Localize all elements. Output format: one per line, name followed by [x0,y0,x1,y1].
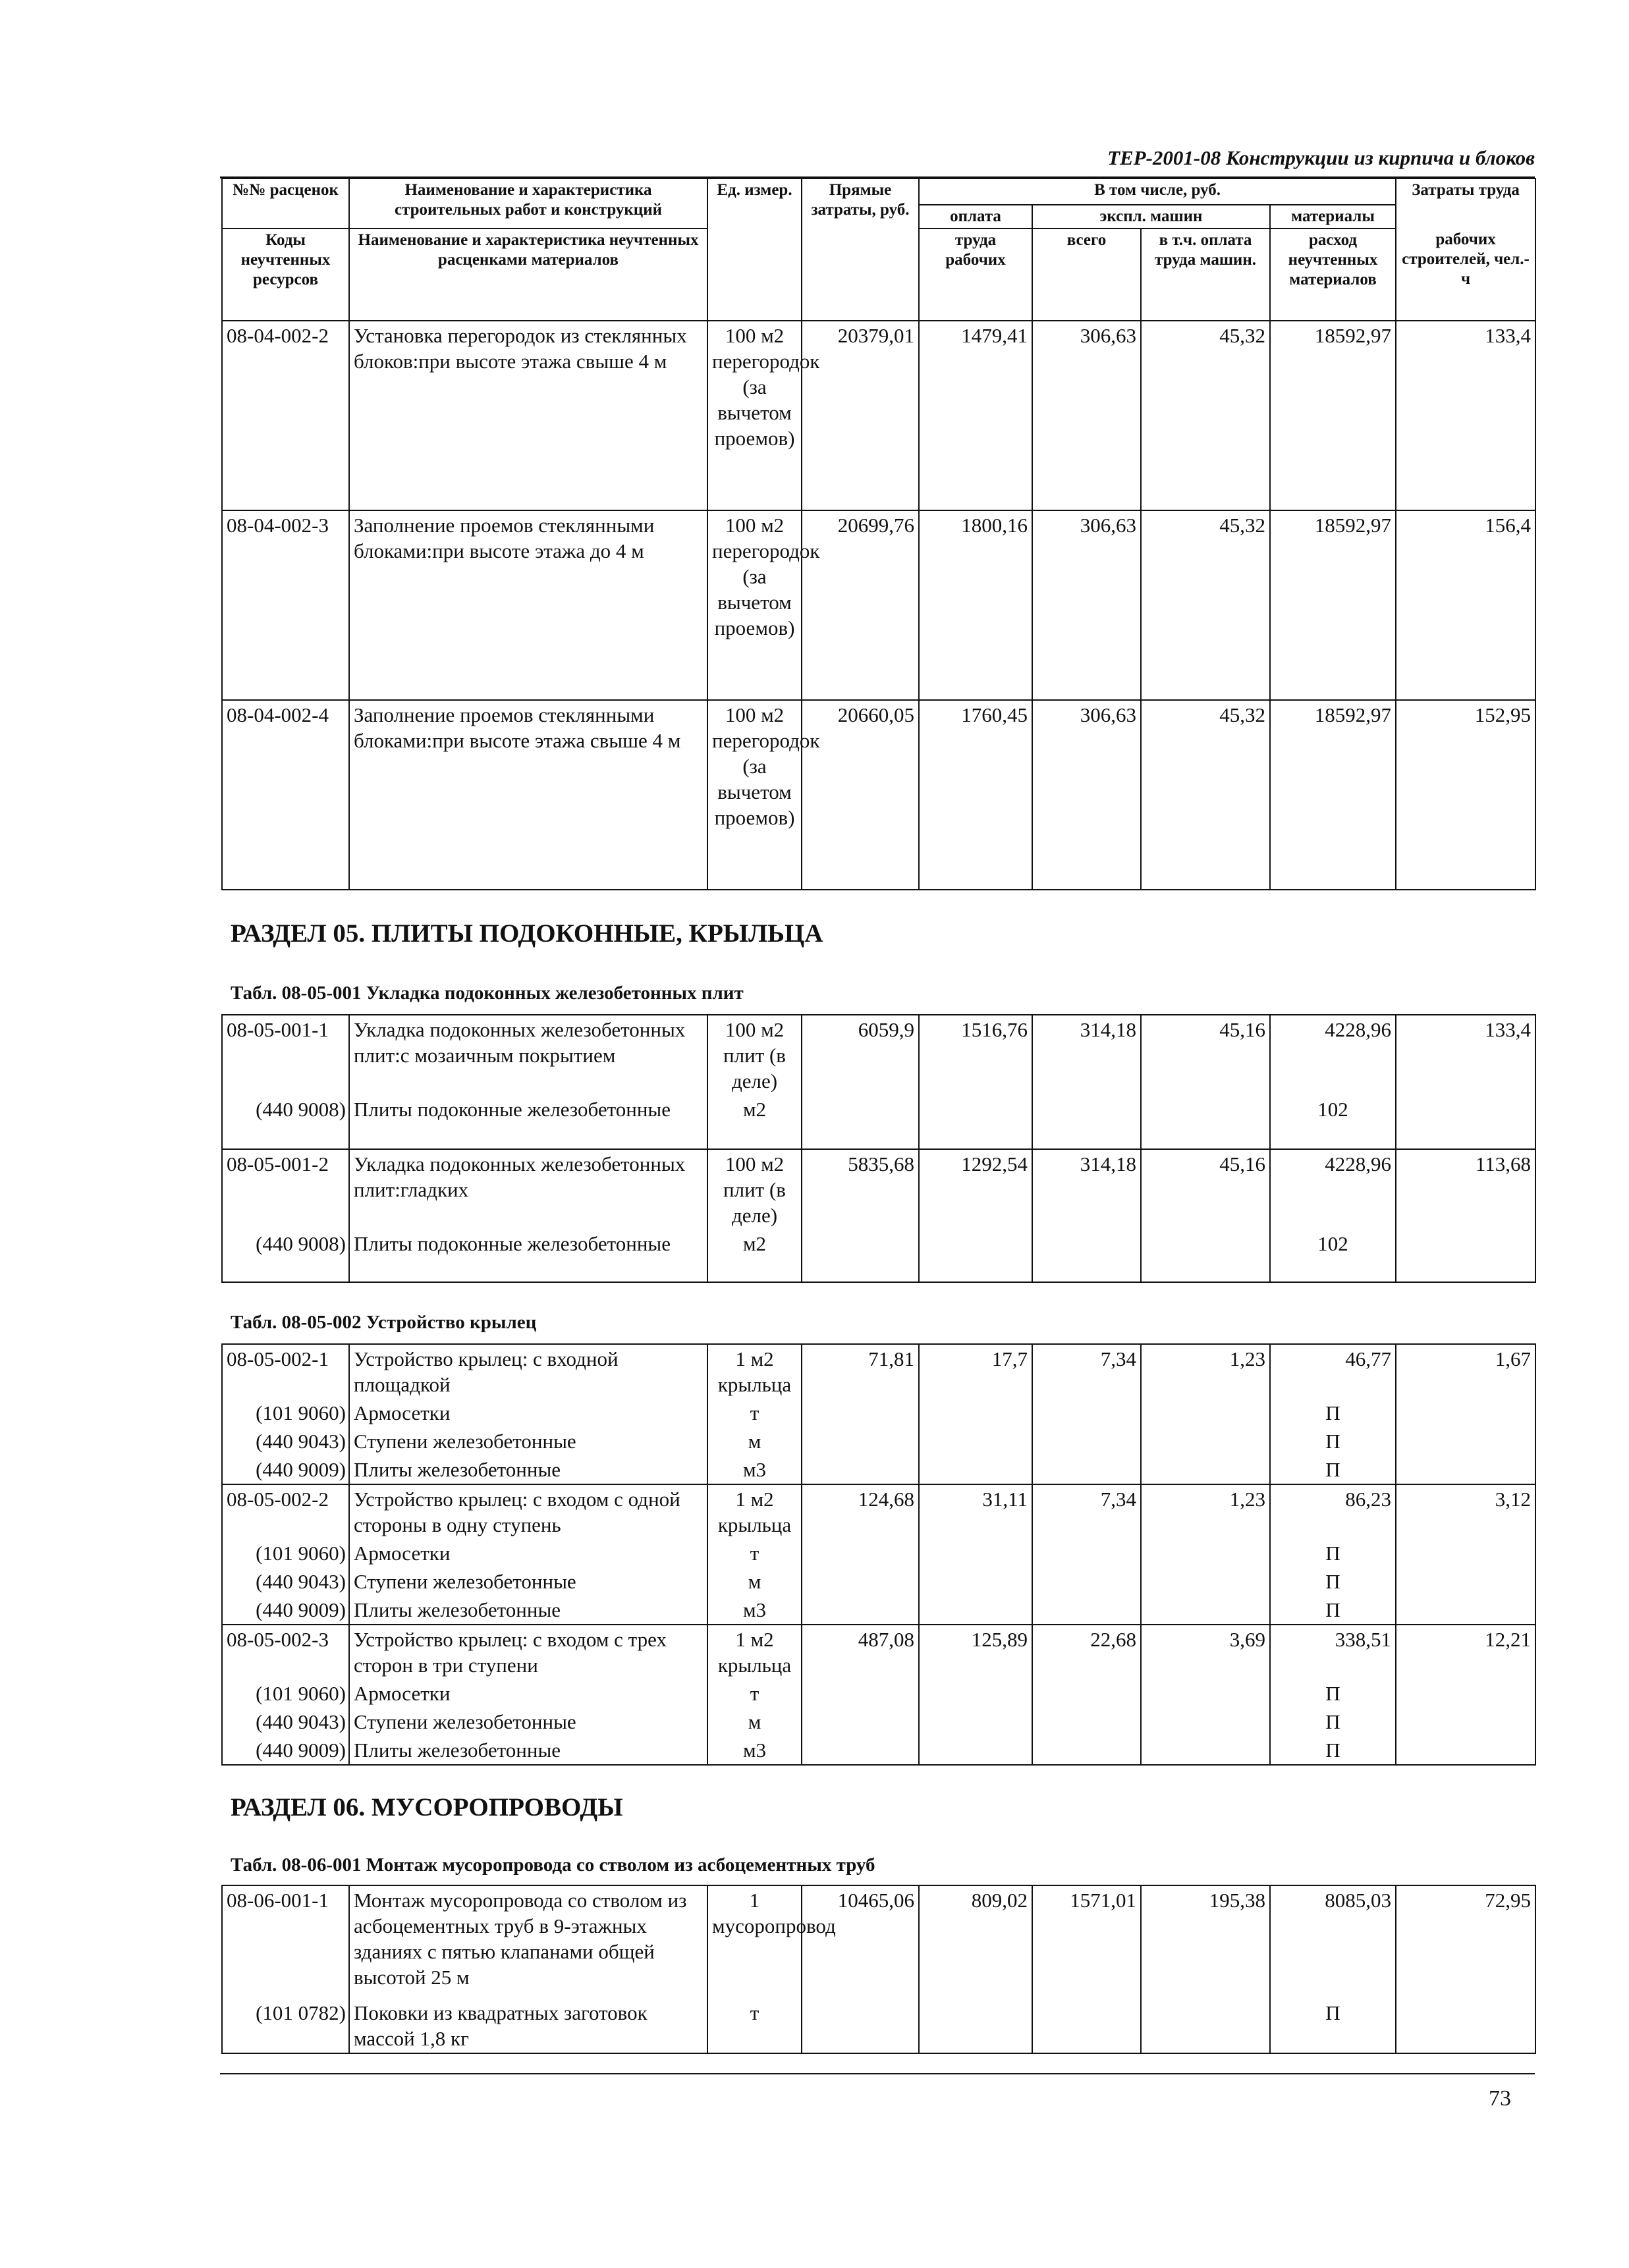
rate-code: 08-05-002-1 [222,1344,349,1399]
rate-code: 08-05-001-1 [222,1015,349,1095]
resource-row [222,1708,1535,1736]
rate-direct: 487,08 [802,1625,919,1679]
empty-cell [1141,1567,1270,1596]
table-title-08-06-001: Табл. 08-06-001 Монтаж мусоропровода со стволом из асбоцементных труб [231,1854,875,1876]
rate-materials: 46,77 [1270,1344,1396,1399]
rate-materials: 8085,03 [1270,1885,1396,1999]
resource-name: Поковки из квадратных заготовок массой 1,8 кг [349,1999,707,2053]
hdr-direct: Прямые затраты, руб. [802,178,919,321]
rate-machine-labor: 45,32 [1141,321,1270,510]
rate-hours: 152,95 [1396,700,1535,890]
rate-unit: 100 м2 плит (в деле) [707,1015,802,1095]
empty-cell [1032,1399,1141,1427]
hdr-materials: материалы [1270,205,1396,229]
resource-code: (440 9008) [222,1229,349,1282]
resource-amount: 102 [1270,1229,1396,1282]
hdr-unit: Ед. измер. [707,178,802,321]
resource-name: Армосетки [349,1539,707,1567]
table-row [222,1149,1535,1229]
resource-name: Ступени железобетонные [349,1427,707,1455]
resource-row [222,1229,1535,1282]
rate-machines: 306,63 [1032,321,1141,510]
table-row [222,1625,1535,1679]
empty-cell [1032,1455,1141,1484]
rate-materials: 4228,96 [1270,1149,1396,1229]
resource-row [222,1539,1535,1567]
hdr-hours-bottom: рабочих строителей, чел.-ч [1396,229,1535,321]
footer-rule [220,2073,1535,2074]
resource-amount: 102 [1270,1095,1396,1149]
rate-direct: 71,81 [802,1344,919,1399]
resource-row [222,1567,1535,1596]
rate-unit: 100 м2 плит (в деле) [707,1149,802,1229]
resource-unit: т [707,1539,802,1567]
rate-name: Устройство крылец: с входом с трех сторон в три ступени [349,1625,707,1679]
rate-unit: 100 м2 перегородок (за вычетом проемов) [707,321,802,510]
empty-cell [802,1539,919,1567]
empty-cell [919,1567,1032,1596]
rate-machine-labor: 1,23 [1141,1484,1270,1539]
resource-amount: П [1270,1427,1396,1455]
rate-name: Устройство крылец: с входной площадкой [349,1344,707,1399]
section-title-06: РАЗДЕЛ 06. МУСОРОПРОВОДЫ [231,1793,623,1822]
rate-materials: 4228,96 [1270,1015,1396,1095]
table-row [222,1484,1535,1539]
hdr-hours-top: Затраты труда [1396,178,1535,229]
rate-code: 08-04-002-4 [222,700,349,890]
resource-name: Армосетки [349,1399,707,1427]
table-title-08-05-002: Табл. 08-05-002 Устройство крылец [231,1312,537,1333]
empty-cell [1396,1596,1535,1625]
empty-cell [1141,1736,1270,1765]
empty-cell [1032,1708,1141,1736]
hdr-unaccounted-materials: расход неучтенных материалов [1270,229,1396,321]
rate-name: Установка перегородок из стеклянных блоков:при высоте этажа свыше 4 м [349,321,707,510]
resource-code: (440 9008) [222,1095,349,1149]
empty-cell [1032,1736,1141,1765]
rate-code: 08-05-002-2 [222,1484,349,1539]
rate-name: Укладка подоконных железобетонных плит:гладких [349,1149,707,1229]
resource-amount: П [1270,1539,1396,1567]
rate-machines: 7,34 [1032,1484,1141,1539]
rate-unit: 100 м2 перегородок (за вычетом проемов) [707,700,802,890]
resource-row [222,1427,1535,1455]
table-row [222,1344,1535,1399]
rate-machines: 1571,01 [1032,1885,1141,1999]
resource-name: Плиты подоконные железобетонные [349,1095,707,1149]
empty-cell [919,1708,1032,1736]
rate-code: 08-05-002-3 [222,1625,349,1679]
empty-cell [1141,1596,1270,1625]
empty-cell [1396,1427,1535,1455]
resource-name: Плиты подоконные железобетонные [349,1229,707,1282]
rate-unit: 1 мусоропровод [707,1885,802,1999]
rate-machines: 306,63 [1032,700,1141,890]
empty-cell [1396,1708,1535,1736]
empty-cell [1141,1455,1270,1484]
empty-cell [1032,1427,1141,1455]
rate-machine-labor: 45,32 [1141,510,1270,700]
resource-code: (101 9060) [222,1679,349,1708]
rate-machine-labor: 45,16 [1141,1149,1270,1229]
resource-code: (440 9043) [222,1708,349,1736]
resource-amount: П [1270,1567,1396,1596]
resource-amount: П [1270,1596,1396,1625]
resource-code: (440 9009) [222,1736,349,1765]
rate-machine-labor: 1,23 [1141,1344,1270,1399]
resource-amount: П [1270,1708,1396,1736]
empty-cell [1032,1679,1141,1708]
rate-hours: 133,4 [1396,321,1535,510]
resource-unit: м [707,1567,802,1596]
rate-direct: 20660,05 [802,700,919,890]
rate-labor: 809,02 [919,1885,1032,1999]
rate-machine-labor: 3,69 [1141,1625,1270,1679]
rate-unit: 100 м2 перегородок (за вычетом проемов) [707,510,802,700]
rate-hours: 72,95 [1396,1885,1535,1999]
rate-block [222,1015,1535,1149]
rate-machines: 7,34 [1032,1344,1141,1399]
table-row [222,1015,1535,1095]
rate-name: Устройство крылец: с входом с одной стороны в одну ступень [349,1484,707,1539]
empty-cell [802,1596,919,1625]
empty-cell [1396,1455,1535,1484]
rate-unit: 1 м2 крыльца [707,1625,802,1679]
resource-unit: м [707,1708,802,1736]
rates-table-08-05-002 [221,1343,1536,1766]
resource-unit: т [707,1999,802,2053]
rate-labor: 17,7 [919,1344,1032,1399]
empty-cell [1032,1539,1141,1567]
resource-unit: т [707,1399,802,1427]
rate-machines: 314,18 [1032,1015,1141,1095]
resource-unit: м3 [707,1736,802,1765]
rate-labor: 1800,16 [919,510,1032,700]
empty-cell [1396,1736,1535,1765]
hdr-group: В том числе, руб. [919,178,1396,205]
table-row [222,700,1535,890]
running-title: ТЕР-2001-08 Конструкции из кирпича и блоков [1107,146,1535,169]
resource-code: (101 9060) [222,1399,349,1427]
resource-amount: П [1270,1736,1396,1765]
rate-machine-labor: 45,32 [1141,700,1270,890]
rate-code: 08-05-001-2 [222,1149,349,1229]
rate-name: Заполнение проемов стеклянными блоками:при высоте этажа свыше 4 м [349,700,707,890]
rate-direct: 124,68 [802,1484,919,1539]
rate-labor: 1292,54 [919,1149,1032,1229]
empty-cell [1396,1679,1535,1708]
rate-direct: 20379,01 [802,321,919,510]
rate-unit: 1 м2 крыльца [707,1344,802,1399]
rate-materials: 338,51 [1270,1625,1396,1679]
empty-cell [1141,1427,1270,1455]
resource-unit: м2 [707,1229,802,1282]
rate-machines: 306,63 [1032,510,1141,700]
empty-cell [1396,1399,1535,1427]
rate-hours: 133,4 [1396,1015,1535,1095]
empty-cell [802,1455,919,1484]
rate-hours: 1,67 [1396,1344,1535,1399]
resource-unit: м3 [707,1596,802,1625]
rate-code: 08-04-002-3 [222,510,349,700]
empty-cell [1141,1679,1270,1708]
rate-hours: 12,21 [1396,1625,1535,1679]
rate-direct: 6059,9 [802,1015,919,1095]
resource-row [222,1679,1535,1708]
rate-labor: 31,11 [919,1484,1032,1539]
resource-amount: П [1270,1679,1396,1708]
empty-cell [802,1567,919,1596]
empty-cell [802,1736,919,1765]
resource-code: (101 9060) [222,1539,349,1567]
empty-cell [1032,1596,1141,1625]
section-title-05: РАЗДЕЛ 05. ПЛИТЫ ПОДОКОННЫЕ, КРЫЛЬЦА [231,919,823,948]
resource-name: Ступени железобетонные [349,1567,707,1596]
hdr-ekspl: экспл. машин [1032,205,1270,229]
empty-cell [919,1736,1032,1765]
resource-code: (440 9043) [222,1567,349,1596]
rate-machines: 314,18 [1032,1149,1141,1229]
rate-unit: 1 м2 крыльца [707,1484,802,1539]
rate-materials: 18592,97 [1270,700,1396,890]
rate-direct: 5835,68 [802,1149,919,1229]
empty-cell [1396,1567,1535,1596]
resource-unit: т [707,1679,802,1708]
rate-name: Монтаж мусоропровода со стволом из асбоцементных труб в 9-этажных зданиях с пятью клапанами общей высотой 25 м [349,1885,707,1999]
resource-code: (440 9009) [222,1596,349,1625]
rate-hours: 3,12 [1396,1484,1535,1539]
resource-row [222,1399,1535,1427]
empty-cell [802,1708,919,1736]
rate-materials: 18592,97 [1270,321,1396,510]
rate-block [222,1149,1535,1282]
table-title-08-05-001: Табл. 08-05-001 Укладка подоконных железобетонных плит [231,983,744,1004]
resource-amount: П [1270,1399,1396,1427]
page-number: 73 [1489,2086,1511,2111]
rate-code: 08-04-002-2 [222,321,349,510]
rate-name: Заполнение проемов стеклянными блоками:при высоте этажа до 4 м [349,510,707,700]
resource-name: Плиты железобетонные [349,1455,707,1484]
rate-labor: 1479,41 [919,321,1032,510]
empty-cell [1141,1539,1270,1567]
rate-direct: 20699,76 [802,510,919,700]
resource-code: (440 9009) [222,1455,349,1484]
rate-labor: 125,89 [919,1625,1032,1679]
hdr-name: Наименование и характеристика строительных работ и конструкций [349,178,707,229]
table-row [222,1885,1535,1999]
rate-hours: 156,4 [1396,510,1535,700]
empty-cell [1141,1399,1270,1427]
rate-direct: 10465,06 [802,1885,919,1999]
empty-cell [919,1596,1032,1625]
rates-table-04 [221,178,1536,890]
hdr-code-bottom: Коды неучтенных ресурсов [222,229,349,321]
rate-hours: 113,68 [1396,1149,1535,1229]
resource-row [222,1455,1535,1484]
resource-amount: П [1270,1455,1396,1484]
rate-labor: 1516,76 [919,1015,1032,1095]
empty-cell [919,1427,1032,1455]
resource-name: Армосетки [349,1679,707,1708]
rates-table-08-05-001 [221,1014,1536,1283]
hdr-code: №№ расценок [222,178,349,229]
resource-name: Плиты железобетонные [349,1596,707,1625]
rate-machine-labor: 195,38 [1141,1885,1270,1999]
rate-name: Укладка подоконных железобетонных плит:с мозаичным покрытием [349,1015,707,1095]
empty-cell [1032,1567,1141,1596]
table-header [222,178,1535,321]
hdr-name-bottom: Наименование и характеристика неучтенных расценками материалов [349,229,707,321]
resource-unit: м2 [707,1095,802,1149]
rates-table-08-06-001 [221,1885,1536,2054]
resource-row [222,1999,1535,2053]
empty-cell [802,1399,919,1427]
rate-materials: 18592,97 [1270,510,1396,700]
empty-cell [1396,1539,1535,1567]
resource-name: Ступени железобетонные [349,1708,707,1736]
empty-cell [919,1399,1032,1427]
resource-unit: м3 [707,1455,802,1484]
empty-cell [1141,1708,1270,1736]
resource-amount: П [1270,1999,1396,2053]
empty-cell [919,1679,1032,1708]
rate-code: 08-06-001-1 [222,1885,349,1999]
empty-cell [802,1679,919,1708]
rate-machine-labor: 45,16 [1141,1015,1270,1095]
rate-labor: 1760,45 [919,700,1032,890]
rate-machines: 22,68 [1032,1625,1141,1679]
empty-cell [919,1539,1032,1567]
table-row [222,321,1535,510]
empty-cell [919,1455,1032,1484]
resource-name: Плиты железобетонные [349,1736,707,1765]
resource-code: (101 0782) [222,1999,349,2053]
hdr-oplata: оплата [919,205,1032,229]
hdr-mach-total: всего [1032,229,1141,321]
hdr-labor: труда рабочих [919,229,1032,321]
hdr-mach-labor: в т.ч. оплата труда машин. [1141,229,1270,321]
resource-row [222,1736,1535,1765]
table-row [222,510,1535,700]
empty-cell [802,1427,919,1455]
rate-materials: 86,23 [1270,1484,1396,1539]
resource-code: (440 9043) [222,1427,349,1455]
resource-unit: м [707,1427,802,1455]
resource-row [222,1095,1535,1149]
resource-row [222,1596,1535,1625]
